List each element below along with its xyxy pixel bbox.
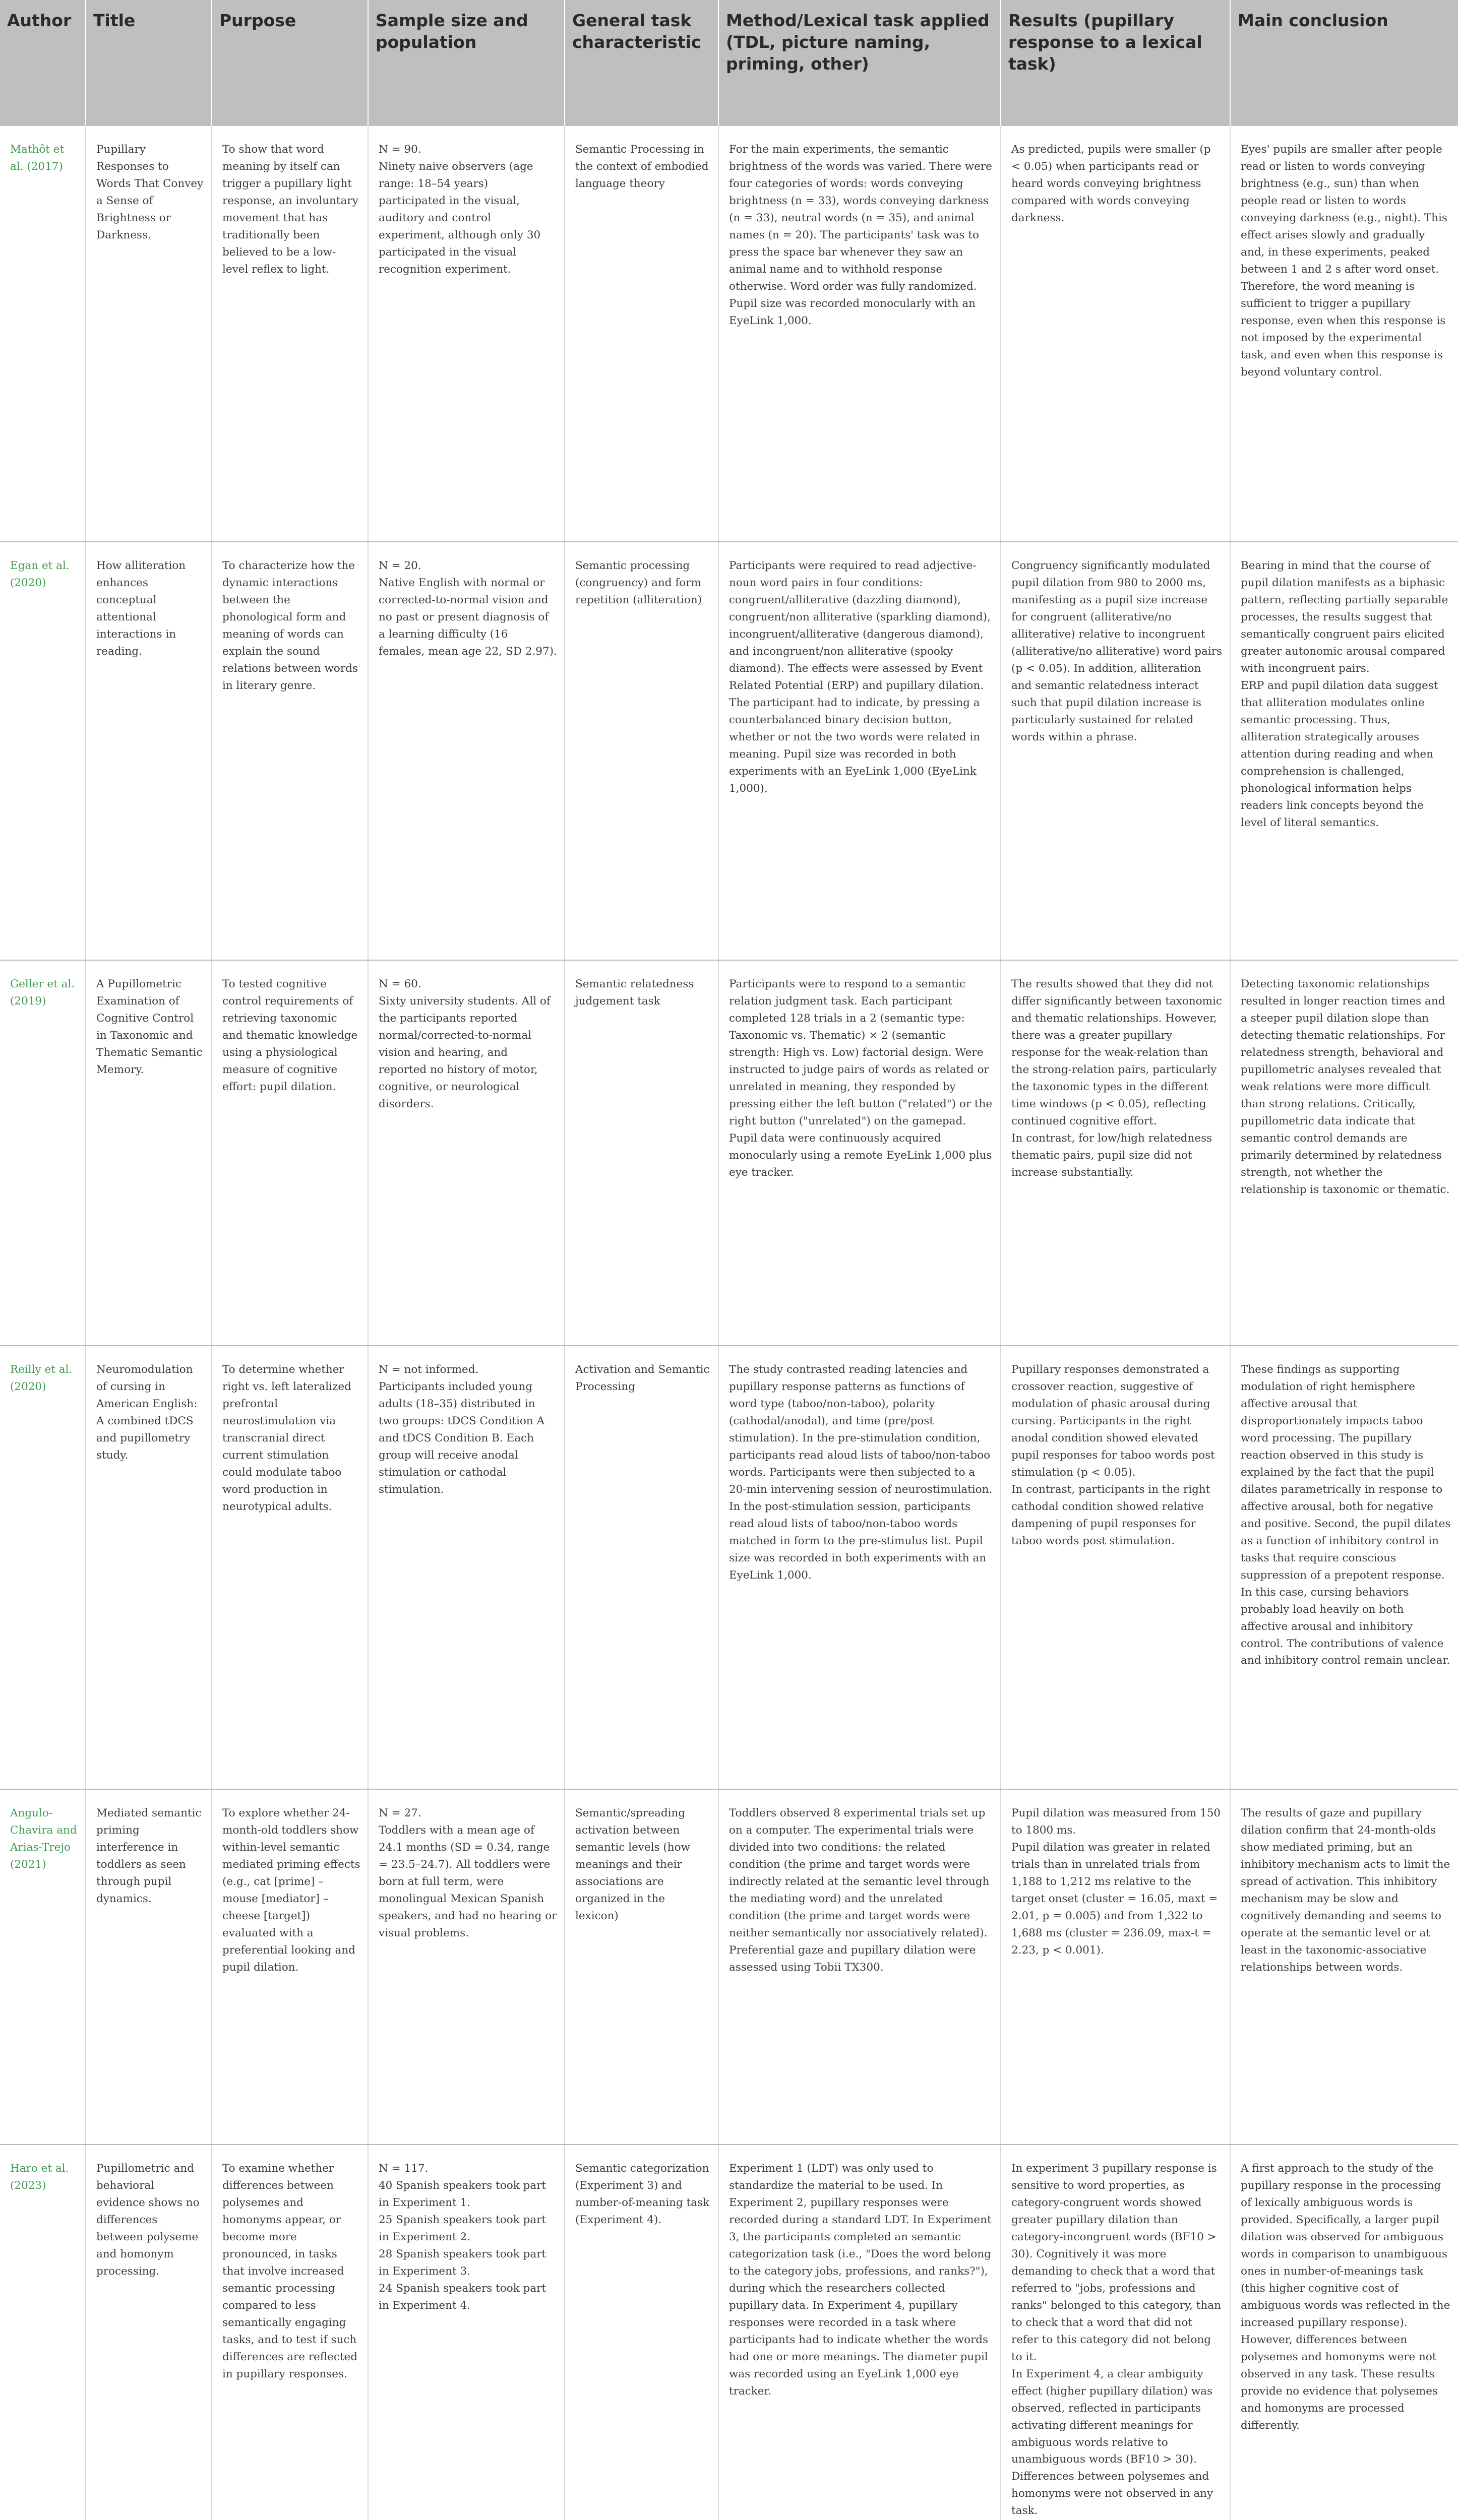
general-cell: Semantic Processing in the context of embodied language theory (565, 126, 718, 542)
cell-paragraph: Pupillary responses demonstrated a crossover reaction, suggestive of modulation of phasic arousal during cursing. Participants in the right anodal condition showed elevated pupil responses for taboo words post stimulation (p < 0.05). (1011, 1363, 1215, 1479)
purpose-cell: To determine whether right vs. left lateralized prefrontal neurostimulation via transcranial direct current stimulation could modulate taboo word production in neurotypical adults. (212, 1346, 368, 1789)
purpose-cell: To explore whether 24-month-old toddlers show within-level semantic mediated priming effects (e.g., cat [prime] – mouse [mediator] – cheese [target]) evaluated with a preferential looking and pupil dilation. (212, 1789, 368, 2145)
cell-paragraph: In experiment 3 pupillary response is sensitive to word properties, as category-congruent words showed greater pupillary dilation than category-incongruent words (BF10 > 30). Cognitively it was more demanding to check that a word that referred to "jobs, professions and ranks" belonged to this category, than to check that a word that did not refer to this category did not belong to it. (1011, 2162, 1221, 2363)
general-cell: Semantic relatedness judgement task (565, 960, 718, 1346)
table-header-row (0, 0, 1458, 126)
author-cell (0, 542, 86, 960)
cell-paragraph: Pupil dilation was measured from 150 to 1800 ms. (1011, 1807, 1221, 1837)
cell-paragraph: N = 60. (379, 978, 421, 990)
author-link[interactable]: Haro et al. (2023) (10, 2162, 69, 2192)
header-method: Method/Lexical task applied (TDL, picture naming, priming, other) (718, 0, 1001, 126)
author-link[interactable]: Angulo-Chavira and Arias-Trejo (2021) (10, 1807, 77, 1871)
author-cell (0, 1346, 86, 1789)
results-cell (1001, 1789, 1230, 2145)
general-cell: Semantic processing (congruency) and form repetition (alliteration) (565, 542, 718, 960)
purpose-cell: To tested cognitive control requirements of retrieving taxonomic and thematic knowledge using a physiological measure of cognitive effort: pupil dilation. (212, 960, 368, 1346)
cell-paragraph: 28 Spanish speakers took part in Experiment 3. (379, 2247, 546, 2278)
author-link[interactable]: Mathôt et al. (2017) (10, 143, 65, 173)
author-cell (0, 126, 86, 542)
header-author: Author (0, 0, 86, 126)
table-row (0, 1346, 1458, 1789)
cell-paragraph: The results showed that they did not differ significantly between taxonomic and thematic relationships. However, there was a greater pupillary response for the weak-relation than the strong-relation pairs, particularly the taxonomic types in the different time windows (p < 0.05), reflecting continued cognitive effort. (1011, 978, 1222, 1127)
results-cell: As predicted, pupils were smaller (p < 0.05) when participants read or heard words conveying brightness compared with words conveying darkness. (1001, 126, 1230, 542)
author-cell (0, 960, 86, 1346)
header-purpose: Purpose (212, 0, 368, 126)
sample-cell (368, 960, 565, 1346)
sample-cell (368, 1789, 565, 2145)
title-cell: Pupillary Responses to Words That Convey a Sense of Brightness or Darkness. (86, 126, 212, 542)
method-cell: Participants were required to read adjective-noun word pairs in four conditions: congruent/alliterative (dazzling diamond), congruent/non alliterative (sparkling diamond), incongruent/alliterative (dangerous diamond), and incongruent/non alliterative (spooky diamond). The effects were assessed by Event Related Potential (ERP) and pupillary dilation. The participant had to indicate, by pressing a counterbalanced binary decision button, whether or not the two words were related in meaning. Pupil size was recorded in both experiments with an EyeLink 1,000 (EyeLink 1,000). (718, 542, 1001, 960)
method-cell: Experiment 1 (LDT) was only used to standardize the material to be used. In Experiment 2, pupillary responses were recorded during a standard LDT. In Experiment 3, the participants completed an semantic categorization task (i.e., "Does the word belong to the category jobs, professions, and ranks?"), during which the researchers collected pupillary data. In Experiment 4, pupillary responses were recorded in a task where participants had to indicate whether the words had one or more meanings. The diameter pupil was recorded using an EyeLink 1,000 eye tracker. (718, 2145, 1001, 2520)
cell-paragraph: Pupil dilation was greater in related trials than in unrelated trials from 1,188 to 1,212 ms relative to the target onset (cluster = 16.05, maxt = 2.01, p = 0.005) and from 1,322 to 1,688 ms (cluster = 236.09, max-t = 2.23, p < 0.001). (1011, 1841, 1218, 1957)
cell-paragraph: In contrast, participants in the right cathodal condition showed relative dampening of pupil responses for taboo words post stimulation. (1011, 1483, 1210, 1547)
general-cell: Semantic/spreading activation between semantic levels (how meanings and their associations are organized in the lexicon) (565, 1789, 718, 2145)
purpose-cell: To show that word meaning by itself can trigger a pupillary light response, an involuntary movement that has traditionally been believed to be a low-level reflex to light. (212, 126, 368, 542)
author-link[interactable]: Egan et al. (2020) (10, 559, 70, 589)
method-cell: The study contrasted reading latencies and pupillary response patterns as functions of word type (taboo/non-taboo), polarity (cathodal/anodal), and time (pre/post stimulation). In the pre-stimulation condition, participants read aloud lists of taboo/non-taboo words. Participants were then subjected to a 20-min intervening session of neurostimulation. In the post-stimulation session, participants read aloud lists of taboo/non-taboo words matched in form to the pre-stimulus list. Pupil size was recorded in both experiments with an EyeLink 1,000. (718, 1346, 1001, 1789)
cell-paragraph: Ninety naive observers (age range: 18–54 years) participated in the visual, auditory and control experiment, although only 30 participated in the visual recognition experiment. (379, 160, 541, 276)
author-cell (0, 1789, 86, 2145)
title-cell: Mediated semantic priming interference in toddlers as seen through pupil dynamics. (86, 1789, 212, 2145)
conclusion-cell: These findings as supporting modulation of right hemisphere affective arousal that disproportionately impacts taboo word processing. The pupillary reaction observed in this study is explained by the fact that the pupil dilates parametrically in response to affective arousal, both for negative and positive. Second, the pupil dilates as a function of inhibitory control in tasks that require conscious suppression of a prepotent response. In this case, cursing behaviors probably load heavily on both affective arousal and inhibitory control. The contributions of valence and inhibitory control remain unclear. (1230, 1346, 1458, 1789)
table-body (0, 126, 1458, 2520)
cell-paragraph: N = 27. (379, 1807, 421, 1819)
cell-paragraph: N = 117. (379, 2162, 429, 2175)
cell-paragraph: ERP and pupil dilation data suggest that alliteration modulates online semantic processing. Thus, alliteration strategically arouses attention during reading and when comprehension is challenged, phonological information helps readers link concepts beyond the level of literal semantics. (1241, 679, 1438, 829)
method-cell: For the main experiments, the semantic brightness of the words was varied. There were four categories of words: words conveying brightness (n = 33), words conveying darkness (n = 33), neutral words (n = 35), and animal names (n = 20). The participants' task was to press the space bar whenever they saw an animal name and to withhold response otherwise. Word order was fully randomized. Pupil size was recorded monocularly with an EyeLink 1,000. (718, 126, 1001, 542)
purpose-cell: To examine whether differences between polysemes and homonyms appear, or become more pronounced, in tasks that involve increased semantic processing compared to less semantically engaging tasks, and to test if such differences are reflected in pupillary responses. (212, 2145, 368, 2520)
header-general: General task characteristic (565, 0, 718, 126)
title-cell: Neuromodulation of cursing in American English: A combined tDCS and pupillometry study. (86, 1346, 212, 1789)
sample-cell (368, 126, 565, 542)
conclusion-cell (1230, 542, 1458, 960)
cell-paragraph: N = 20. (379, 559, 421, 572)
table-row (0, 126, 1458, 542)
purpose-cell: To characterize how the dynamic interactions between the phonological form and meaning of words can explain the sound relations between words in literary genre. (212, 542, 368, 960)
author-link[interactable]: Geller et al. (2019) (10, 978, 75, 1007)
table-row (0, 542, 1458, 960)
conclusion-cell: The results of gaze and pupillary dilation confirm that 24-month-olds show mediated priming, but an inhibitory mechanism acts to limit the spread of activation. This inhibitory mechanism may be slow and cognitively demanding and seems to operate at the semantic level or at least in the taxonomic-associative relationships between words. (1230, 1789, 1458, 2145)
sample-cell (368, 1346, 565, 1789)
author-link[interactable]: Reilly et al. (2020) (10, 1363, 73, 1393)
cell-paragraph: In Experiment 4, a clear ambiguity effect (higher pupillary dilation) was observed, reflected in participants activating different meanings for ambiguous words relative to unambiguous words (BF10 > 30). (1011, 2367, 1212, 2466)
title-cell: Pupillometric and behavioral evidence shows no differences between polyseme and homonym processing. (86, 2145, 212, 2520)
cell-paragraph: Toddlers with a mean age of 24.1 months (SD = 0.34, range = 23.5–24.7). All toddlers were born at full term, were monolingual Mexican Spanish speakers, and had no hearing or visual problems. (379, 1823, 557, 1939)
header-title: Title (86, 0, 212, 126)
general-cell: Activation and Semantic Processing (565, 1346, 718, 1789)
method-cell: Participants were to respond to a semantic relation judgment task. Each participant completed 128 trials in a 2 (semantic type: Taxonomic vs. Thematic) × 2 (semantic strength: High vs. Low) factorial design. Were instructed to judge pairs of words as related or unrelated in meaning, they responded by pressing either the left button ("related") or the right button ("unrelated") on the gamepad. Pupil data were continuously acquired monocularly using a remote EyeLink 1,000 plus eye tracker. (718, 960, 1001, 1346)
cell-paragraph: In contrast, for low/high relatedness thematic pairs, pupil size did not increase substantially. (1011, 1131, 1212, 1179)
results-cell (1001, 960, 1230, 1346)
conclusion-cell: Detecting taxonomic relationships resulted in longer reaction times and a steeper pupil dilation slope than detecting thematic relationships. For relatedness strength, behavioral and pupillometric analyses revealed that weak relations were more difficult than strong relations. Critically, pupillometric data indicate that semantic control demands are primarily determined by relatedness strength, not whether the relationship is taxonomic or thematic. (1230, 960, 1458, 1346)
header-sample: Sample size and population (368, 0, 565, 126)
general-cell: Semantic categorization (Experiment 3) and number-of-meaning task (Experiment 4). (565, 2145, 718, 2520)
method-cell: Toddlers observed 8 experimental trials set up on a computer. The experimental trials were divided into two conditions: the related condition (the prime and target words were indirectly related at the semantic level through the mediating word) and the unrelated condition (the prime and target words were neither semantically nor associatively related). Preferential gaze and pupillary dilation were assessed using Tobii TX300. (718, 1789, 1001, 2145)
table-row (0, 2145, 1458, 2520)
sample-cell (368, 542, 565, 960)
header-results: Results (pupillary response to a lexical task) (1001, 0, 1230, 126)
cell-paragraph: Differences between polysemes and homonyms were not observed in any task. (1011, 2470, 1213, 2517)
cell-paragraph: Bearing in mind that the course of pupil dilation manifests as a biphasic pattern, reflecting partially separable processes, the results suggest that semantically congruent pairs elicited greater autonomic arousal compared with incongruent pairs. (1241, 559, 1448, 675)
title-cell: How alliteration enhances conceptual attentional interactions in reading. (86, 542, 212, 960)
cell-paragraph: Sixty university students. All of the participants reported normal/corrected-to-normal vision and hearing, and reported no history of motor, cognitive, or neurological disorders. (379, 994, 551, 1110)
cell-paragraph: 24 Spanish speakers took part in Experiment 4. (379, 2282, 546, 2312)
header-conclusion: Main conclusion (1230, 0, 1458, 126)
results-cell (1001, 2145, 1230, 2520)
table-row (0, 1789, 1458, 2145)
sample-cell (368, 2145, 565, 2520)
title-cell: A Pupillometric Examination of Cognitive Control in Taxonomic and Thematic Semantic Memory. (86, 960, 212, 1346)
cell-paragraph: N = not informed. (379, 1363, 479, 1376)
cell-paragraph: N = 90. (379, 143, 421, 156)
conclusion-cell: A first approach to the study of the pupillary response in the processing of lexically ambiguous words is provided. Specifically, a larger pupil dilation was observed for ambiguous words in comparison to unambiguous ones in number-of-meanings task (this higher cognitive cost of ambiguous words was reflected in the increased pupillary response). However, differences between polysemes and homonyms were not observed in any task. These results provide no evidence that polysemes and homonyms are processed differently. (1230, 2145, 1458, 2520)
cell-paragraph: Participants included young adults (18–35) distributed in two groups: tDCS Condition A and tDCS Condition B. Each group will receive anodal stimulation or cathodal stimulation. (379, 1380, 544, 1496)
cell-paragraph: 25 Spanish speakers took part in Experiment 2. (379, 2213, 546, 2243)
author-cell (0, 2145, 86, 2520)
cell-paragraph: Native English with normal or corrected-to-normal vision and no past or present diagnosis of a learning difficulty (16 females, mean age 22, SD 2.97). (379, 576, 557, 658)
results-cell (1001, 1346, 1230, 1789)
table-row (0, 960, 1458, 1346)
results-cell: Congruency significantly modulated pupil dilation from 980 to 2000 ms, manifesting as a pupil size increase for congruent (alliterative/no alliterative) relative to incongruent (alliterative/no alliterative) word pairs (p < 0.05). In addition, alliteration and semantic relatedness interact such that pupil dilation increase is particularly sustained for related words within a phrase. (1001, 542, 1230, 960)
cell-paragraph: 40 Spanish speakers took part in Experiment 1. (379, 2179, 546, 2209)
conclusion-cell: Eyes' pupils are smaller after people read or listen to words conveying brightness (e.g., sun) than when people read or listen to words conveying darkness (e.g., night). This effect arises slowly and gradually and, in these experiments, peaked between 1 and 2 s after word onset. Therefore, the word meaning is sufficient to trigger a pupillary response, even when this response is not imposed by the experimental task, and even when this response is beyond voluntary control. (1230, 126, 1458, 542)
